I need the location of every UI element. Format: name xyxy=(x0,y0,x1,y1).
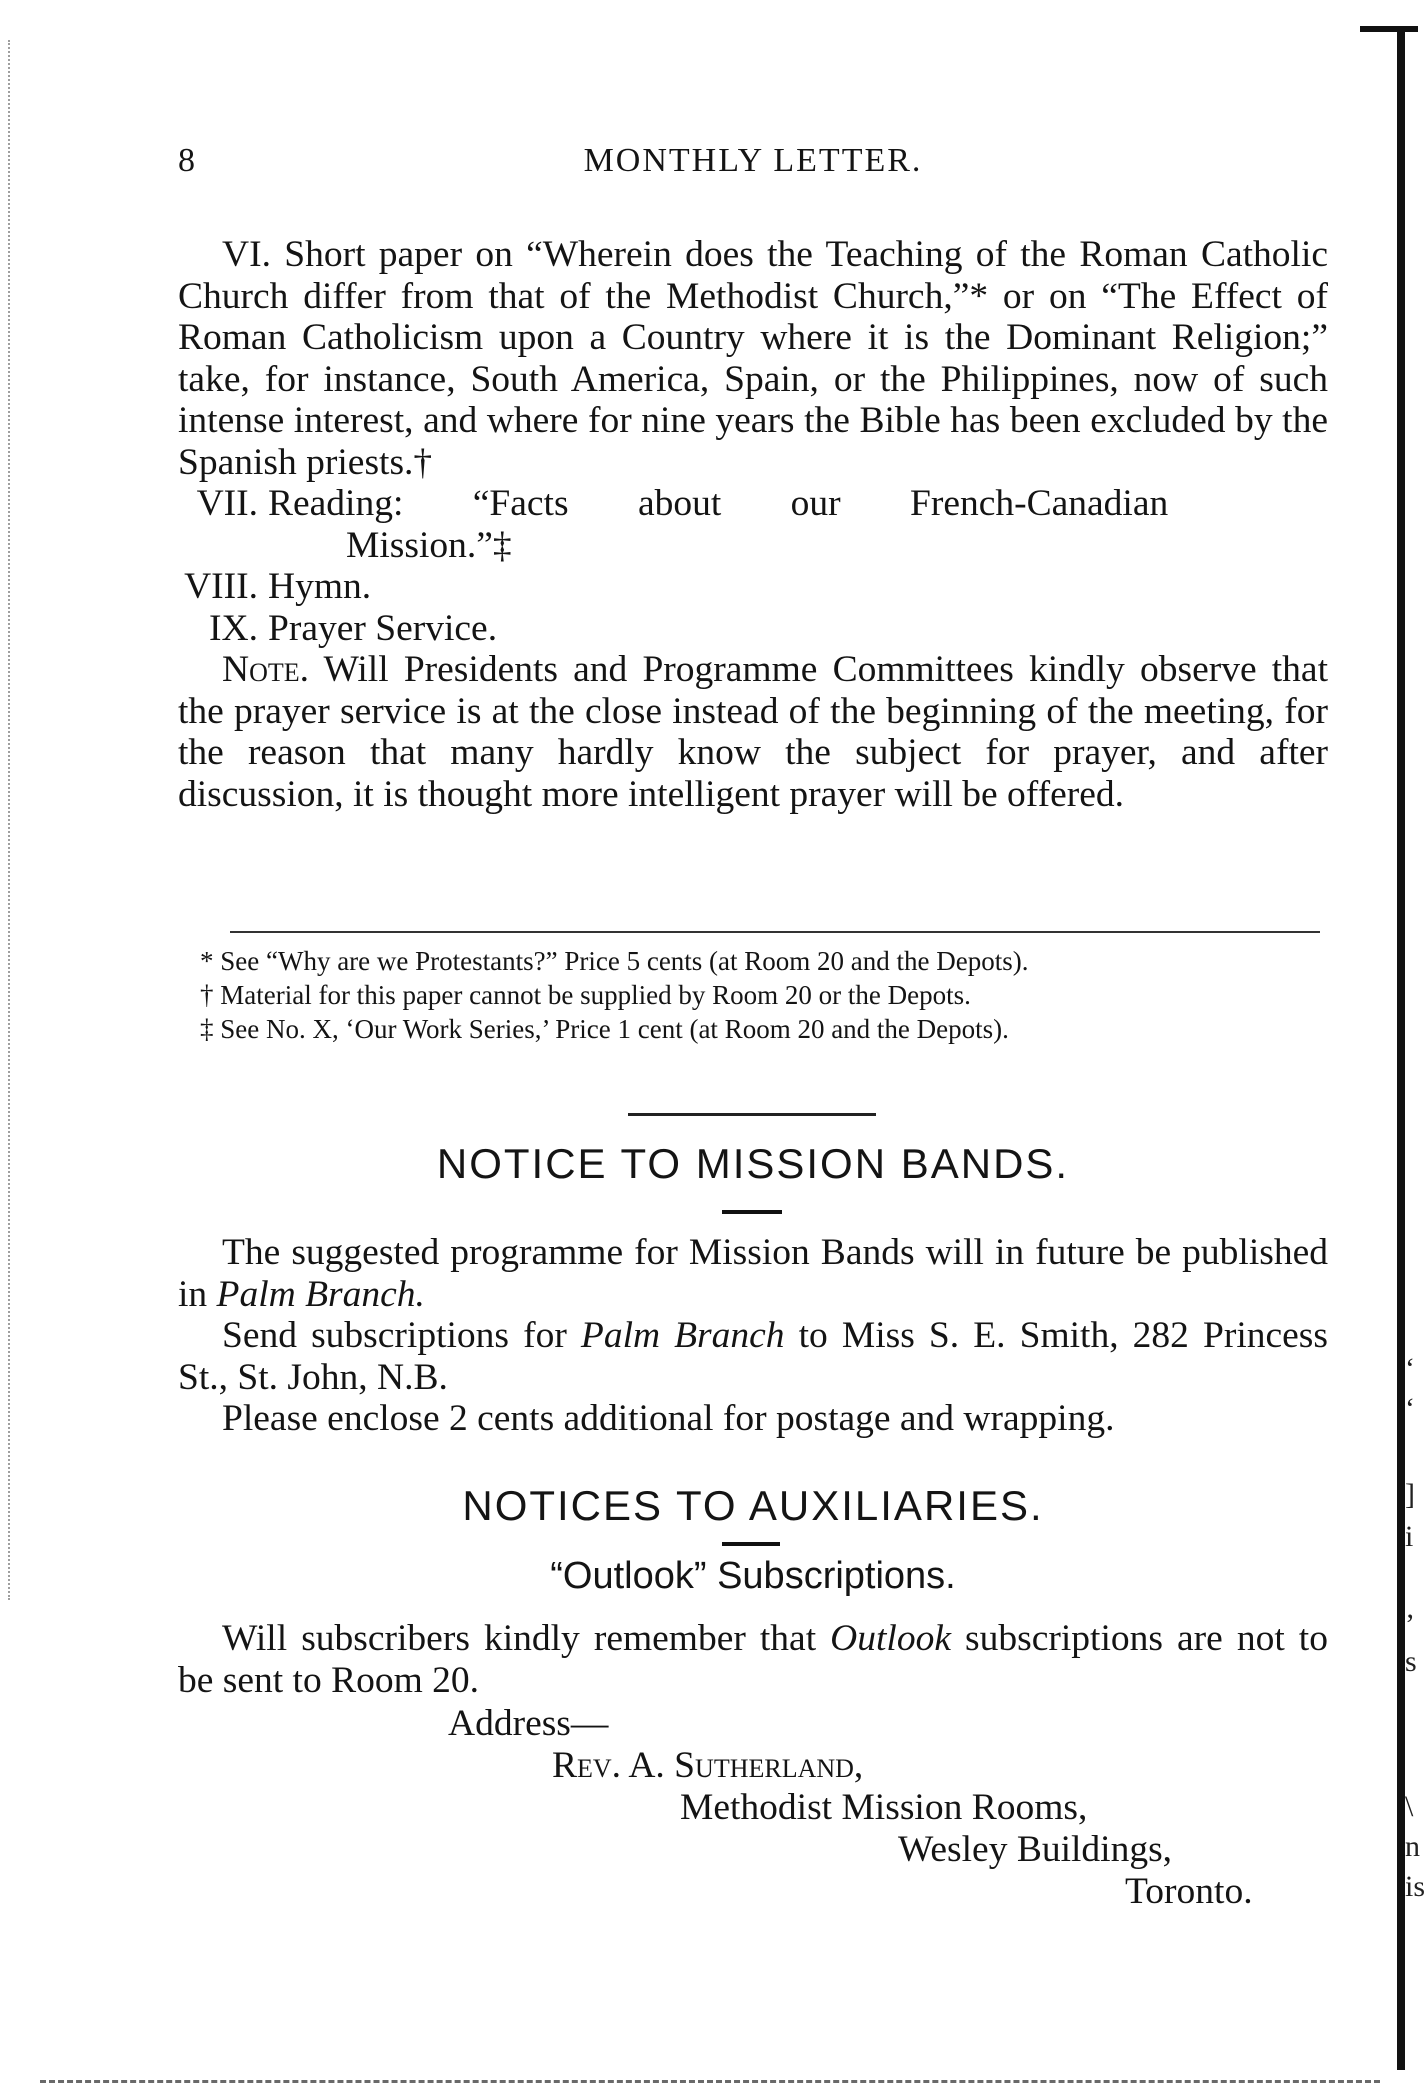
footnotes xyxy=(178,944,1328,1046)
margin-bleed-text: i xyxy=(1405,1520,1414,1553)
mission-bands-notice xyxy=(178,1232,1328,1440)
address-name: Rev. A. Sutherland, xyxy=(552,1745,864,1786)
footnote: * See “Why are we Protestants?” Price 5 cents (at Room 20 and the Depots). xyxy=(200,946,1029,976)
address-line: Wesley Buildings, xyxy=(898,1829,1173,1870)
footnote-mark: † xyxy=(413,441,433,483)
page-number: 8 xyxy=(178,142,195,179)
programme-item-7-cont xyxy=(178,525,1328,567)
paragraph-text: subscriptions are not to be sent to Room 20. xyxy=(178,1618,1328,1701)
paragraph-text: Please enclose 2 cents additional for postage and wrapping. xyxy=(222,1398,1115,1439)
paragraph-text: Send subscriptions for xyxy=(222,1315,581,1356)
item-text: or on “The Effect of Roman Catholicism upon a Country where it is the Dominant Religion;” take, for instance, South America, Spain, or the Philippines, now of such intense interest, and where for nine years the Bible has been excluded by the Spanish priests. xyxy=(178,275,1328,483)
programme-note xyxy=(178,649,1328,815)
margin-bleed-text: s xyxy=(1405,1645,1417,1678)
footnote: ‡ See No. X, ‘Our Work Series,’ Price 1 cent (at Room 20 and the Depots). xyxy=(200,1014,1009,1044)
address-line: Methodist Mission Rooms, xyxy=(680,1787,1088,1828)
page-header xyxy=(178,142,1328,188)
scan-edge-left xyxy=(8,40,13,1600)
note-text: Will Presidents and Programme Committees kindly observe that the prayer service is at the close instead of the beginning of the meeting, for the reason that many hardly know the subject for prayer, and after discussion, it is thought more intelligent prayer will be offered. xyxy=(178,649,1328,815)
address-line: Toronto. xyxy=(1125,1871,1253,1912)
running-title: MONTHLY LETTER. xyxy=(583,142,923,179)
margin-bleed-text: ‘ xyxy=(1405,1352,1415,1385)
title-dash xyxy=(722,1210,782,1214)
margin-bleed-text: is xyxy=(1405,1870,1426,1903)
programme-item-8 xyxy=(178,566,1328,608)
auxiliaries-paragraph xyxy=(178,1618,1328,1701)
programme-item-9 xyxy=(178,608,1328,650)
margin-bleed-text: ] xyxy=(1405,1478,1415,1511)
scan-edge-right xyxy=(1397,30,1405,2070)
programme-section xyxy=(178,234,1328,815)
item-number: IX. xyxy=(209,607,258,649)
mission-bands-paragraph xyxy=(178,1315,1328,1398)
item-number: VIII. xyxy=(184,566,258,607)
item-text: Hymn. xyxy=(268,566,372,607)
item-number: VI. xyxy=(222,234,271,275)
footnote-rule xyxy=(230,931,1320,933)
address-label: Address— xyxy=(448,1703,609,1744)
publication-title: Palm Branch. xyxy=(216,1273,425,1315)
footnote-mark: * xyxy=(969,275,989,317)
paragraph-text: The suggested programme for Mission Bands will in future be published in xyxy=(178,1232,1328,1315)
programme-item-6 xyxy=(178,234,1328,483)
publication-title: Palm Branch xyxy=(580,1315,785,1356)
margin-bleed-text: ’ xyxy=(1405,1608,1415,1641)
mission-bands-paragraph xyxy=(178,1398,1328,1440)
margin-bleed-text: \ xyxy=(1405,1790,1414,1823)
paragraph-text: Will subscribers kindly remember that xyxy=(222,1618,831,1659)
item-text: Mission.”‡ xyxy=(346,524,512,566)
margin-bleed-text: n xyxy=(1405,1830,1420,1863)
mission-bands-title: NOTICE TO MISSION BANDS. xyxy=(436,1140,1070,1187)
auxiliaries-notice xyxy=(178,1618,1328,1701)
mission-bands-paragraph xyxy=(178,1232,1328,1315)
programme-item-7 xyxy=(178,483,1328,525)
scan-edge-bottom xyxy=(40,2080,1380,2083)
footnote: † Material for this paper cannot be supplied by Room 20 or the Depots. xyxy=(200,980,971,1010)
publication-title: Outlook xyxy=(830,1618,951,1659)
item-number: VII. xyxy=(196,483,258,524)
auxiliaries-subtitle: “Outlook” Subscriptions. xyxy=(550,1555,956,1597)
note-label: Note. xyxy=(222,649,309,690)
auxiliaries-title: NOTICES TO AUXILIARIES. xyxy=(462,1482,1044,1529)
item-text: Prayer Service. xyxy=(268,607,498,649)
item-text: Short paper on “Wherein does the Teaching of the Roman Catholic Church differ from that of the Methodist Church,” xyxy=(178,234,1329,317)
margin-bleed-text: ‘ xyxy=(1405,1392,1415,1425)
scan-edge-right-top xyxy=(1360,4,1418,32)
item-text: Reading: “Facts about our French-Canadian xyxy=(268,483,1169,524)
paragraph-text: to Miss S. E. Smith, 282 Princess St., St. John, N.B. xyxy=(178,1315,1328,1398)
title-dash xyxy=(722,1542,780,1546)
section-rule xyxy=(628,1113,876,1116)
